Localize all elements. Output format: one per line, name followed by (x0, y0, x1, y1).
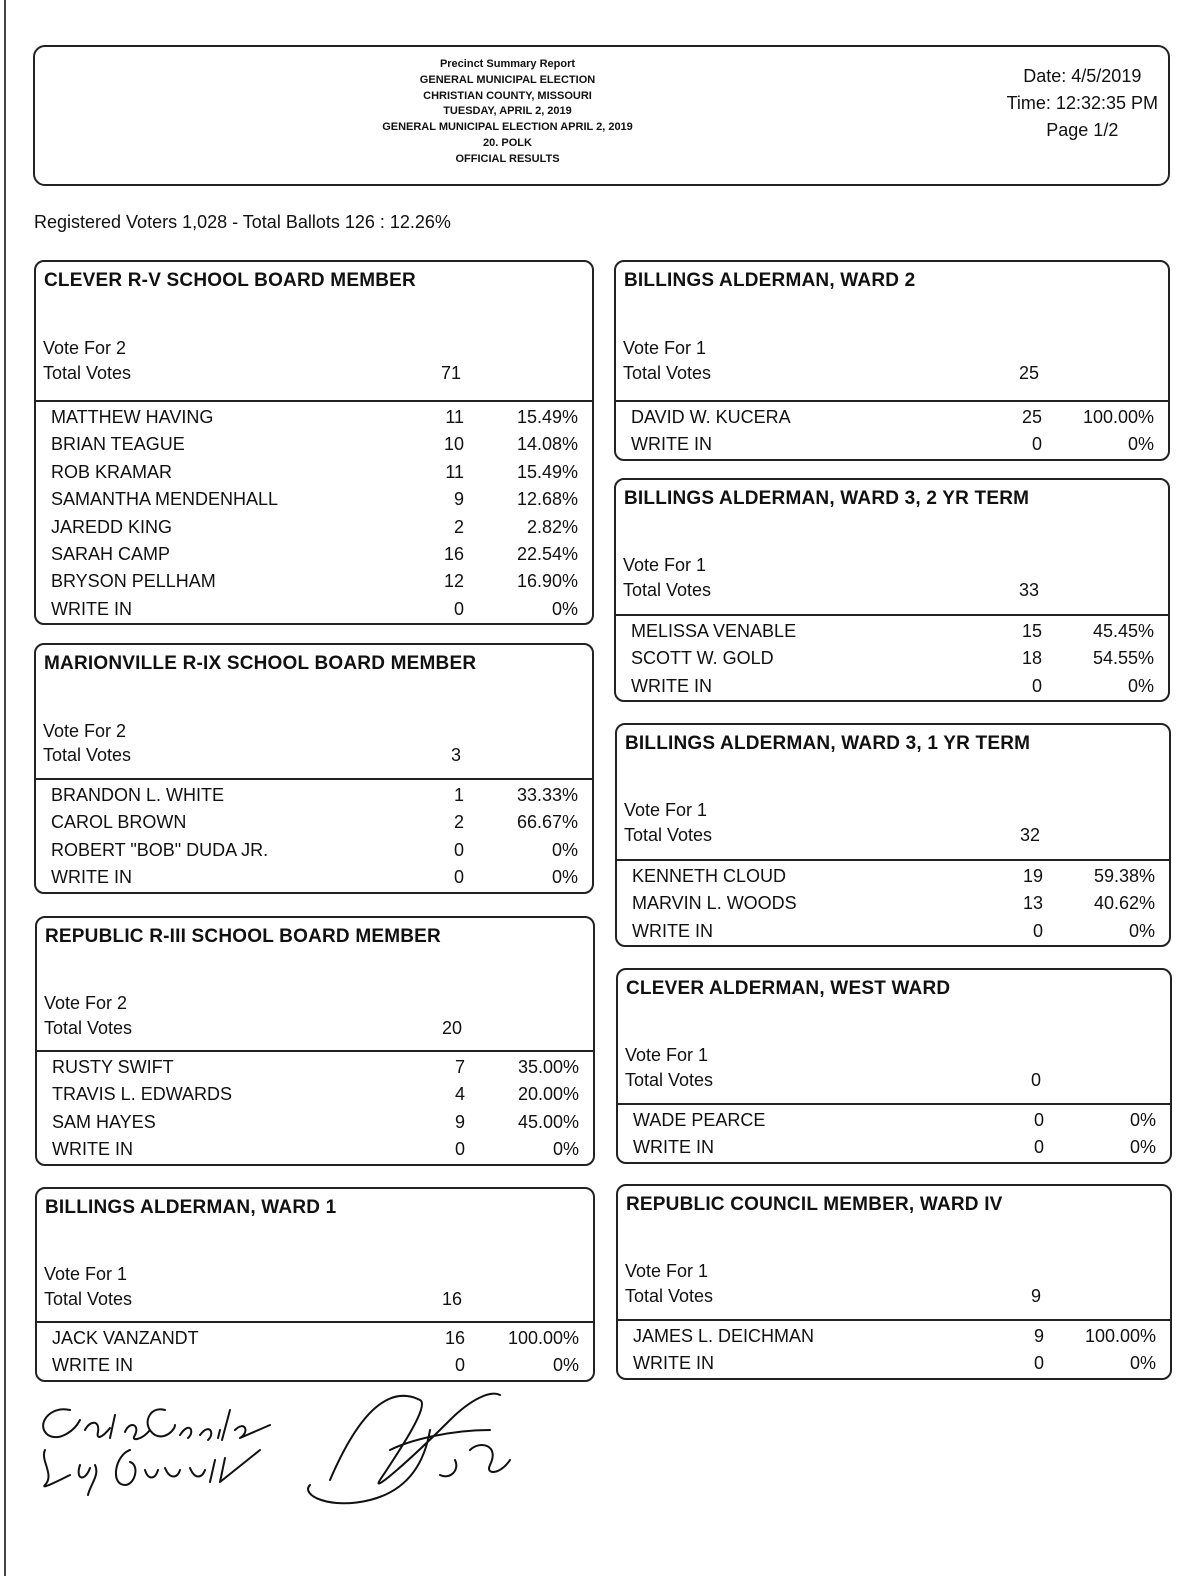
candidate-row (36, 404, 592, 431)
candidate-name: WRITE IN (633, 1137, 714, 1158)
candidate-name: KENNETH CLOUD (632, 866, 787, 886)
candidate-list (36, 780, 592, 892)
candidate-percent: 66.67% (516, 812, 578, 833)
candidate-percent: 0% (1128, 920, 1155, 941)
page-number: Page 1/2 (1046, 120, 1119, 140)
candidate-votes: 0 (454, 1139, 465, 1160)
candidate-votes: 0 (1032, 920, 1043, 941)
contest-title: BILLINGS ALDERMAN, WARD 3, 2 YR TERM (624, 488, 1030, 509)
vote-for-label: Vote For 1 (625, 1261, 709, 1281)
candidate-name: WRITE IN (51, 867, 132, 888)
candidate-votes: 11 (445, 461, 464, 482)
contest-title: MARIONVILLE R-IX SCHOOL BOARD MEMBER (44, 653, 477, 674)
candidate-row (616, 673, 1168, 700)
candidate-votes: 16 (443, 543, 464, 564)
candidate-row (36, 486, 592, 513)
candidate-percent: 35.00% (517, 1057, 579, 1077)
candidate-name: JAMES L. DEICHMAN (633, 1326, 815, 1346)
candidate-percent: 100.00% (1082, 407, 1154, 427)
contest-title: BILLINGS ALDERMAN, WARD 3, 1 YR TERM (625, 733, 1031, 754)
contest-header (37, 918, 593, 1052)
candidate-row (36, 864, 592, 891)
contest-title: REPUBLIC COUNCIL MEMBER, WARD IV (626, 1194, 1003, 1215)
candidate-votes: 16 (444, 1328, 465, 1348)
candidate-row (617, 890, 1169, 917)
candidate-row (618, 1107, 1170, 1134)
candidate-row (37, 1325, 593, 1352)
total-votes-label: Total Votes (623, 363, 712, 383)
candidate-percent: 100.00% (507, 1328, 579, 1348)
total-votes-label: Total Votes (623, 580, 712, 600)
candidate-votes: 0 (1031, 675, 1042, 696)
candidate-list (618, 1105, 1170, 1162)
total-votes-value: 71 (440, 363, 461, 383)
contest-title: BILLINGS ALDERMAN, WARD 1 (45, 1197, 337, 1218)
candidate-percent: 40.62% (1093, 893, 1155, 914)
candidate-row (37, 1352, 593, 1379)
candidate-row (36, 459, 592, 486)
candidate-row (36, 431, 592, 458)
candidate-name: WRITE IN (633, 1353, 714, 1374)
candidate-votes: 15 (1021, 621, 1042, 641)
total-votes-value: 3 (450, 745, 461, 765)
candidate-name: WRITE IN (51, 598, 132, 619)
candidate-votes: 9 (454, 1111, 465, 1132)
candidate-percent: 0% (551, 598, 578, 619)
candidate-votes: 11 (445, 407, 464, 427)
candidate-name: BRANDON L. WHITE (51, 785, 225, 805)
report-title-line: GENERAL MUNICIPAL ELECTION (419, 73, 596, 86)
candidate-name: WRITE IN (52, 1139, 133, 1160)
candidate-row (616, 431, 1168, 458)
candidate-row (616, 645, 1168, 672)
candidate-percent: 54.55% (1092, 648, 1154, 669)
candidate-votes: 1 (453, 785, 464, 805)
contest-header (618, 970, 1170, 1105)
candidate-name: BRIAN TEAGUE (51, 434, 185, 455)
candidate-votes: 0 (453, 598, 464, 619)
vote-for-label: Vote For 1 (623, 555, 707, 575)
candidate-votes: 2 (453, 516, 464, 537)
contest-title: REPUBLIC R-III SCHOOL BOARD MEMBER (45, 926, 441, 947)
candidate-percent: 45.45% (1092, 621, 1154, 641)
candidate-votes: 2 (453, 812, 464, 833)
total-votes-value: 16 (441, 1289, 462, 1309)
vote-for-label: Vote For 1 (625, 1045, 709, 1065)
candidate-votes: 7 (454, 1057, 465, 1077)
candidate-name: SCOTT W. GOLD (631, 648, 774, 669)
candidate-row (617, 863, 1169, 890)
candidate-name: MATTHEW HAVING (51, 407, 214, 427)
candidate-row (36, 596, 592, 623)
report-time: Time: 12:32:35 PM (1006, 93, 1158, 113)
candidate-votes: 0 (1031, 434, 1042, 455)
report-date: Date: 4/5/2019 (1023, 66, 1142, 86)
contest-box (615, 723, 1171, 947)
candidate-percent: 33.33% (516, 785, 578, 805)
candidate-name: MELISSA VENABLE (631, 621, 797, 641)
candidate-name: WRITE IN (631, 675, 712, 696)
candidate-name: WRITE IN (632, 920, 713, 941)
candidate-percent: 2.82% (526, 516, 578, 537)
report-title-line: Precinct Summary Report (439, 58, 576, 70)
total-votes-label: Total Votes (43, 745, 132, 765)
candidate-row (37, 1054, 593, 1081)
candidate-votes: 19 (1022, 866, 1043, 886)
vote-for-label: Vote For 1 (44, 1264, 128, 1284)
candidate-percent: 45.00% (517, 1111, 579, 1132)
candidate-percent: 0% (552, 1139, 579, 1160)
registered-voters-summary: Registered Voters 1,028 - Total Ballots 126 : 12.26% (34, 212, 451, 232)
candidate-name: WADE PEARCE (633, 1110, 766, 1130)
total-votes-label: Total Votes (624, 825, 713, 845)
candidate-votes: 0 (453, 867, 464, 888)
candidate-percent: 22.54% (516, 543, 578, 564)
page-edge-line (4, 0, 6, 1576)
candidate-percent: 0% (1129, 1110, 1156, 1130)
candidate-row (617, 918, 1169, 945)
candidate-percent: 0% (1129, 1353, 1156, 1374)
candidate-percent: 20.00% (517, 1084, 579, 1105)
candidate-row (618, 1323, 1170, 1350)
total-votes-label: Total Votes (625, 1070, 714, 1090)
contest-box (35, 916, 595, 1166)
candidate-percent: 0% (1129, 1137, 1156, 1158)
candidate-votes: 9 (453, 489, 464, 510)
contest-box (614, 260, 1170, 461)
report-title-line: CHRISTIAN COUNTY, MISSOURI (423, 89, 592, 102)
candidate-votes: 0 (453, 839, 464, 860)
candidate-row (618, 1350, 1170, 1377)
candidate-row (36, 541, 592, 568)
candidate-name: SARAH CAMP (51, 543, 171, 564)
candidate-row (37, 1136, 593, 1163)
contest-header (616, 480, 1168, 616)
signature-carl-essick (43, 1409, 270, 1440)
contest-header (617, 725, 1169, 861)
candidate-percent: 0% (551, 839, 578, 860)
vote-for-label: Vote For 2 (44, 993, 128, 1013)
report-title-line: OFFICIAL RESULTS (455, 152, 560, 165)
candidate-row (616, 618, 1168, 645)
contest-title: CLEVER ALDERMAN, WEST WARD (626, 978, 951, 999)
contest-box (616, 968, 1172, 1164)
contest-box (35, 1187, 595, 1382)
candidate-percent: 15.49% (516, 461, 578, 482)
total-votes-value: 9 (1030, 1286, 1041, 1306)
contest-header (616, 262, 1168, 402)
candidate-percent: 100.00% (1084, 1326, 1156, 1346)
candidate-row (37, 1109, 593, 1136)
signature-second (308, 1394, 510, 1504)
candidate-name: ROBERT "BOB" DUDA JR. (51, 839, 269, 860)
report-header (33, 45, 1170, 186)
candidate-votes: 10 (443, 434, 464, 455)
candidate-name: RUSTY SWIFT (52, 1057, 174, 1077)
total-votes-value: 32 (1019, 825, 1040, 845)
candidate-list (617, 861, 1169, 945)
total-votes-value: 33 (1018, 580, 1039, 600)
candidate-name: JAREDD KING (51, 516, 173, 537)
total-votes-value: 0 (1030, 1070, 1041, 1090)
candidate-list (37, 1323, 593, 1380)
report-title-line: 20. POLK (483, 136, 532, 149)
candidate-percent: 16.90% (516, 571, 578, 592)
candidate-percent: 0% (1127, 675, 1154, 696)
candidate-name: WRITE IN (631, 434, 712, 455)
report-title-block (335, 57, 680, 168)
total-votes-label: Total Votes (44, 1018, 133, 1038)
contest-title: CLEVER R-V SCHOOL BOARD MEMBER (44, 270, 416, 291)
candidate-percent: 0% (552, 1355, 579, 1376)
candidate-list (616, 402, 1168, 459)
candidate-percent: 0% (1127, 434, 1154, 455)
candidate-row (36, 568, 592, 595)
candidate-percent: 14.08% (516, 434, 578, 455)
contest-box (616, 1184, 1172, 1380)
candidate-votes: 18 (1021, 648, 1042, 669)
candidate-percent: 59.38% (1093, 866, 1155, 886)
candidate-row (36, 837, 592, 864)
candidate-votes: 13 (1022, 893, 1043, 914)
candidate-votes: 4 (454, 1084, 465, 1105)
candidate-percent: 12.68% (516, 489, 578, 510)
total-votes-value: 25 (1018, 363, 1039, 383)
candidate-list (36, 402, 592, 623)
candidate-name: BRYSON PELLHAM (51, 571, 216, 592)
contest-header (618, 1186, 1170, 1321)
candidate-list (616, 616, 1168, 700)
candidate-votes: 0 (1033, 1353, 1044, 1374)
contest-box (34, 260, 594, 625)
report-meta (1007, 63, 1158, 144)
candidate-list (37, 1052, 593, 1164)
candidate-name: SAM HAYES (52, 1111, 156, 1132)
candidate-row (616, 404, 1168, 431)
signatures (30, 1390, 550, 1520)
contest-header (37, 1189, 593, 1323)
contest-box (34, 643, 594, 894)
total-votes-label: Total Votes (43, 363, 132, 383)
total-votes-label: Total Votes (44, 1289, 133, 1309)
candidate-votes: 0 (454, 1355, 465, 1376)
total-votes-label: Total Votes (625, 1286, 714, 1306)
candidate-percent: 15.49% (516, 407, 578, 427)
candidate-votes: 0 (1033, 1110, 1044, 1130)
candidate-row (36, 782, 592, 809)
candidate-votes: 12 (443, 571, 464, 592)
vote-for-label: Vote For 2 (43, 721, 127, 741)
candidate-percent: 0% (551, 867, 578, 888)
candidate-row (36, 809, 592, 836)
candidate-row (36, 514, 592, 541)
candidate-name: JACK VANZANDT (52, 1328, 199, 1348)
signature-lyx-russell (44, 1450, 260, 1495)
candidate-votes: 9 (1033, 1326, 1044, 1346)
contest-title: BILLINGS ALDERMAN, WARD 2 (624, 270, 916, 291)
contest-header (36, 262, 592, 402)
contest-box (614, 478, 1170, 702)
report-title-line: TUESDAY, APRIL 2, 2019 (443, 105, 572, 118)
candidate-row (37, 1081, 593, 1108)
contest-header (36, 645, 592, 780)
candidate-name: TRAVIS L. EDWARDS (52, 1084, 233, 1105)
candidate-name: SAMANTHA MENDENHALL (51, 489, 279, 510)
candidate-name: CAROL BROWN (51, 812, 187, 833)
vote-for-label: Vote For 1 (623, 338, 707, 358)
report-title-line: GENERAL MUNICIPAL ELECTION APRIL 2, 2019 (382, 121, 633, 134)
candidate-name: ROB KRAMAR (51, 461, 173, 482)
candidate-name: DAVID W. KUCERA (631, 407, 791, 427)
candidate-list (618, 1321, 1170, 1378)
candidate-name: WRITE IN (52, 1355, 133, 1376)
vote-for-label: Vote For 2 (43, 338, 127, 358)
candidate-votes: 25 (1021, 407, 1042, 427)
candidate-name: MARVIN L. WOODS (632, 893, 797, 914)
total-votes-value: 20 (441, 1018, 462, 1038)
vote-for-label: Vote For 1 (624, 800, 708, 820)
candidate-votes: 0 (1033, 1137, 1044, 1158)
candidate-row (618, 1134, 1170, 1161)
